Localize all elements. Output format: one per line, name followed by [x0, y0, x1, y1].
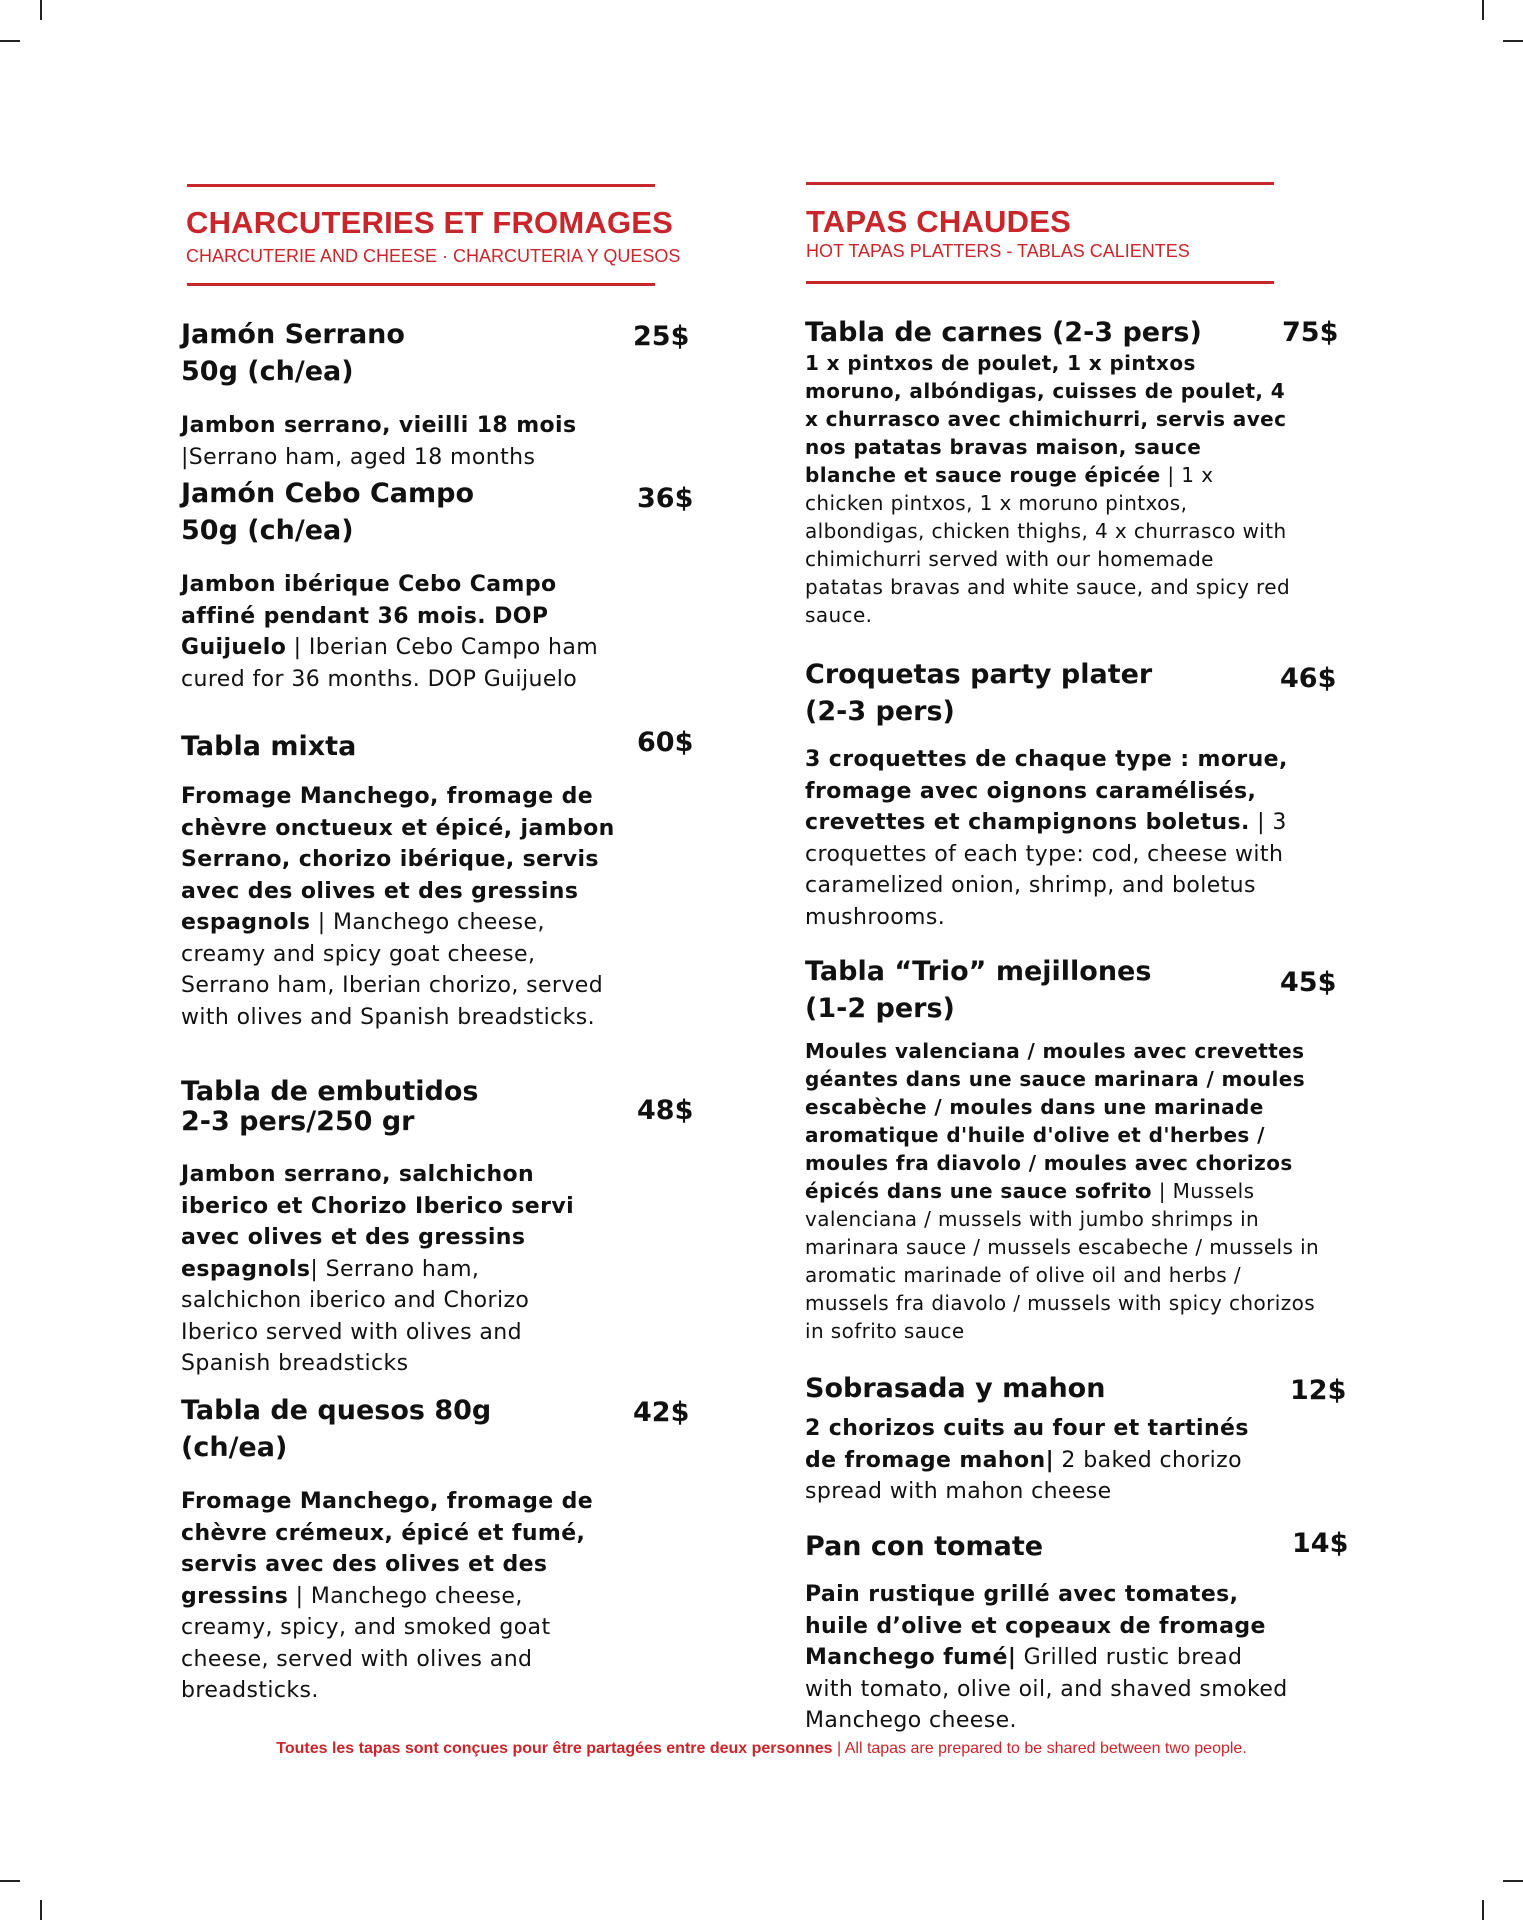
item-price: 12$ — [1290, 1375, 1347, 1406]
menu-item-jamon-serrano — [181, 316, 651, 473]
section-subtitle-tapas-chaudes: HOT TAPAS PLATTERS - TABLAS CALIENTES — [806, 241, 1190, 261]
section-rule-bottom — [806, 281, 1274, 284]
item-description: Jambon serrano, salchichon iberico et Chorizo Iberico servi avec olives et des gressins espagnols| Serrano ham, salchichon iberico and Chorizo Iberico served with olives and Spanish breadsticks — [181, 1162, 575, 1376]
crop-mark — [40, 0, 42, 20]
item-name: Pan con tomate — [805, 1531, 1044, 1562]
item-price: 46$ — [1280, 663, 1337, 694]
menu-item-tabla-de-quesos — [181, 1392, 601, 1707]
item-name: Tabla de embutidos 2-3 pers/250 gr — [181, 1076, 479, 1137]
crop-mark — [1482, 0, 1484, 20]
item-name: Tabla mixta — [181, 731, 357, 762]
crop-mark — [1503, 40, 1523, 42]
crop-mark — [1482, 1900, 1484, 1920]
item-price: 60$ — [637, 727, 694, 758]
item-name: Tabla de quesos 80g (ch/ea) — [181, 1395, 492, 1463]
crop-mark — [40, 1900, 42, 1920]
section-rule-bottom — [187, 283, 655, 286]
item-description: Fromage Manchego, fromage de chèvre onctueux et épicé, jambon Serrano, chorizo ibérique, servis avec des olives et des gressins espagnols | Manchego cheese, creamy and spicy goat cheese, Serrano ham, Iberian chorizo, served with olives and Spanish breadsticks. — [181, 784, 615, 1030]
section-title-tapas-chaudes: TAPAS CHAUDES — [806, 204, 1071, 239]
item-price: 36$ — [637, 483, 694, 514]
item-price: 42$ — [633, 1397, 690, 1428]
item-price: 14$ — [1292, 1528, 1349, 1559]
item-name: Sobrasada y mahon — [805, 1373, 1106, 1404]
item-price: 75$ — [1282, 317, 1339, 348]
item-description: 3 croquettes de chaque type : morue, fromage avec oignons caramélisés, crevettes et champignons boletus. | 3 croquettes of each type: cod, cheese with caramelized onion, shrimp, and boletus mushrooms. — [805, 747, 1288, 930]
menu-item-tabla-de-carnes — [805, 314, 1295, 629]
item-description: 1 x pintxos de poulet, 1 x pintxos moruno, albóndigas, cuisses de poulet, 4 x churrasco avec chimichurri, servis avec nos patatas bravas maison, sauce blanche et sauce rouge épicée | 1 x chicken pintxos, 1 x moruno pintxos, albondigas, chicken thighs, 4 x churrasco with chimichurri served with our homemade patatas bravas and white sauce, and spicy red sauce. — [805, 351, 1291, 627]
menu-item-tabla-trio-mejillones — [805, 953, 1325, 1345]
crop-mark — [0, 1880, 20, 1882]
menu-item-sobrasada-y-mahon — [805, 1370, 1275, 1508]
item-description: Fromage Manchego, fromage de chèvre crémeux, épicé et fumé, servis avec des olives et des gressins | Manchego cheese, creamy, spicy, and smoked goat cheese, served with olives and breadsticks. — [181, 1489, 594, 1703]
crop-mark — [0, 40, 20, 42]
item-description: Jambon serrano, vieilli 18 mois |Serrano ham, aged 18 months — [181, 413, 577, 470]
menu-item-pan-con-tomate — [805, 1528, 1295, 1737]
item-name: Tabla “Trio” mejillones (1-2 pers) — [805, 956, 1152, 1024]
item-description: Pain rustique grillé avec tomates, huile d’olive et copeaux de fromage Manchego fumé| Grilled rustic bread with tomato, olive oil, and shaved smoked Manchego cheese. — [805, 1582, 1288, 1733]
section-title-charcuteries: CHARCUTERIES ET FROMAGES — [186, 205, 674, 240]
item-name: Jamón Cebo Campo 50g (ch/ea) — [181, 478, 475, 546]
section-rule-top — [187, 184, 655, 187]
section-subtitle-charcuteries: CHARCUTERIE AND CHEESE · CHARCUTERIA Y QUESOS — [186, 246, 681, 266]
item-name: Tabla de carnes (2-3 pers) — [805, 317, 1202, 348]
menu-item-croquetas-party-plater — [805, 656, 1305, 933]
item-description: 2 chorizos cuits au four et tartinés de fromage mahon| 2 baked chorizo spread with mahon cheese — [805, 1416, 1249, 1504]
item-price: 48$ — [637, 1095, 694, 1126]
item-price: 45$ — [1280, 967, 1337, 998]
footer-note: Toutes les tapas sont conçues pour être partagées entre deux personnes | All tapas are prepared to be shared between two people. — [276, 1740, 1247, 1757]
item-price: 25$ — [633, 321, 690, 352]
menu-item-tabla-mixta — [181, 728, 631, 1033]
item-name: Jamón Serrano 50g (ch/ea) — [181, 319, 405, 387]
item-description: Jambon ibérique Cebo Campo affiné pendant 36 mois. DOP Guijuelo | Iberian Cebo Campo ham cured for 36 months. DOP Guijuelo — [181, 572, 599, 692]
menu-item-tabla-de-embutidos — [181, 1077, 601, 1380]
item-name: Croquetas party plater (2-3 pers) — [805, 659, 1153, 727]
menu-item-jamon-cebo-campo — [181, 475, 601, 695]
section-rule-top — [806, 182, 1274, 185]
item-description: Moules valenciana / moules avec crevettes géantes dans une sauce marinara / moules escabèche / moules dans une marinade aromatique d'huile d'olive et d'herbes / moules fra diavolo / moules avec chorizos épicés dans une sauce sofrito | Mussels valenciana / mussels with jumbo shrimps in marinara sauce / mussels escabeche / mussels in aromatic marinade of olive oil and herbs / mussels fra diavolo / mussels with spicy chorizos in sofrito sauce — [805, 1039, 1320, 1343]
crop-mark — [1503, 1880, 1523, 1882]
